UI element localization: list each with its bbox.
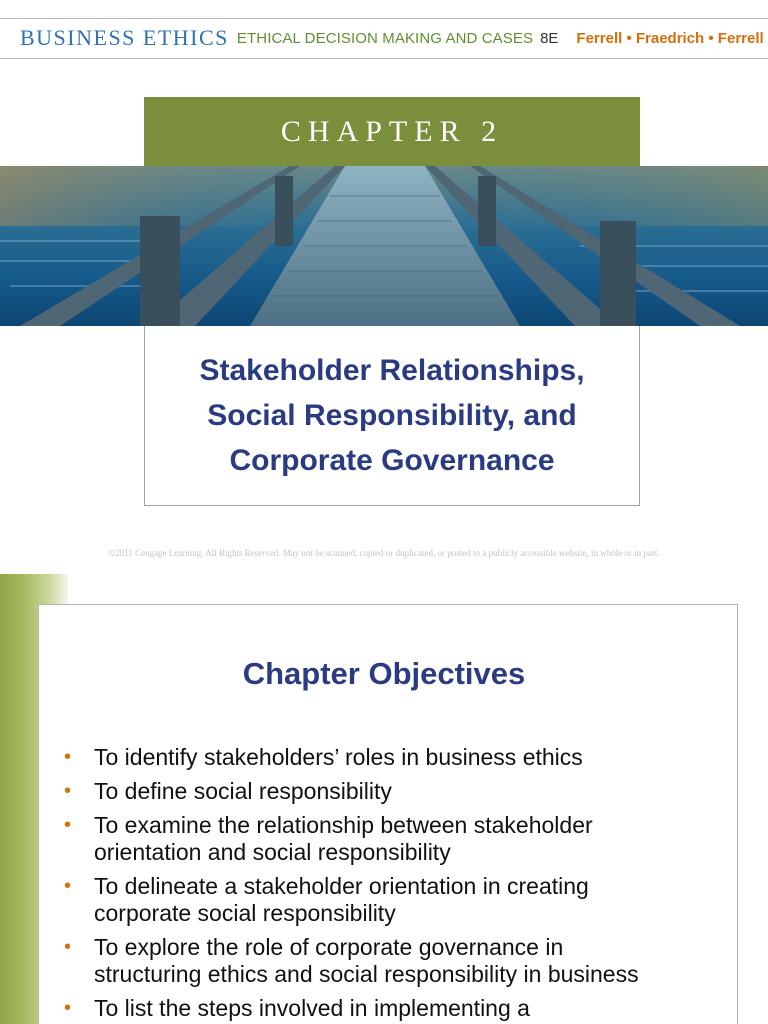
bullet-icon: • bbox=[64, 746, 72, 768]
chapter-title bbox=[144, 348, 640, 483]
bullet-icon: • bbox=[64, 875, 72, 897]
list-item bbox=[64, 995, 744, 1022]
book-subtitle: ETHICAL DECISION MAKING AND CASES bbox=[236, 29, 534, 47]
objective-text: structuring ethics and social responsibility in business bbox=[94, 961, 639, 987]
header-divider-bottom bbox=[0, 58, 768, 59]
chapter-title-line: Corporate Governance bbox=[229, 444, 555, 477]
bullet-icon: • bbox=[64, 936, 72, 958]
chapter-title-line: Stakeholder Relationships, bbox=[199, 354, 585, 387]
list-item bbox=[64, 812, 744, 866]
objective-text: To define social responsibility bbox=[94, 778, 392, 804]
book-brand: BUSINESS ETHICS bbox=[20, 25, 229, 50]
book-authors: Ferrell • Fraedrich • Ferrell bbox=[576, 29, 764, 47]
objective-text: To explore the role of corporate governance in bbox=[94, 934, 564, 960]
header-divider-top bbox=[0, 18, 768, 19]
list-item bbox=[64, 778, 744, 805]
objective-text: To examine the relationship between stakeholder bbox=[94, 812, 593, 838]
bullet-icon: • bbox=[64, 780, 72, 802]
objective-text: To list the steps involved in implementing a bbox=[94, 995, 530, 1021]
copyright-notice: ©2011 Cengage Learning. All Rights Reserved. May not be scanned, copied or duplicated, or posted to a publicly accessible website, in whole or in part. bbox=[108, 548, 660, 558]
objectives-list bbox=[64, 744, 744, 1024]
objectives-title: Chapter Objectives bbox=[242, 656, 526, 691]
chapter-band bbox=[144, 97, 640, 167]
bullet-icon: • bbox=[64, 814, 72, 836]
list-item bbox=[64, 873, 744, 927]
objective-text: To identify stakeholders’ roles in business ethics bbox=[94, 744, 583, 770]
objective-text: corporate social responsibility bbox=[94, 900, 396, 926]
list-item bbox=[64, 744, 744, 771]
objective-text: orientation and social responsibility bbox=[94, 839, 451, 865]
bridge-photo bbox=[0, 166, 768, 326]
chapter-label: CHAPTER 2 bbox=[280, 115, 504, 148]
book-header bbox=[20, 22, 764, 54]
book-edition: 8E bbox=[540, 29, 559, 47]
bullet-icon: • bbox=[64, 997, 72, 1019]
list-item bbox=[64, 934, 744, 988]
slide-chapter-objectives bbox=[0, 574, 768, 1024]
objective-text: To delineate a stakeholder orientation in creating bbox=[94, 873, 589, 899]
chapter-title-line: Social Responsibility, and bbox=[207, 399, 577, 432]
